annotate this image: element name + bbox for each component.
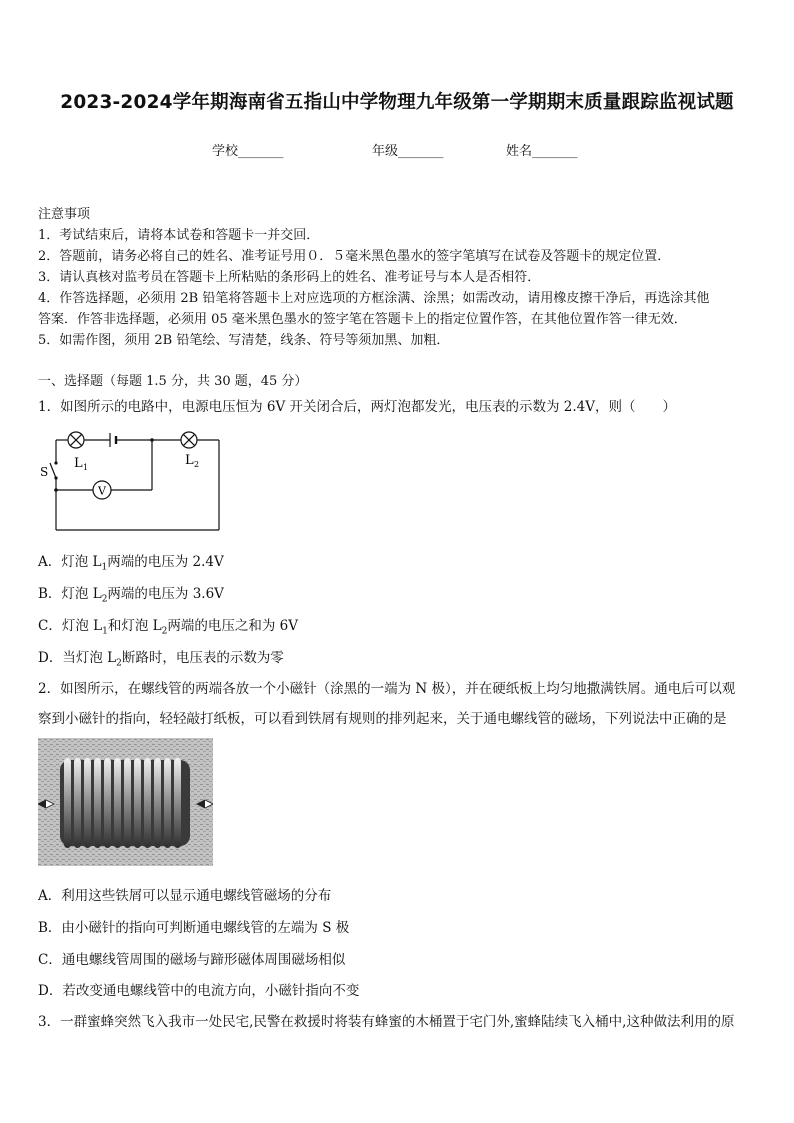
- junction-dot: [54, 488, 58, 492]
- q2-option-d: D．若改变通电螺线管中的电流方向，小磁针指向不变: [38, 983, 360, 999]
- lamp-1-subscript: 1: [83, 463, 89, 472]
- q2-option-a: A．利用这些铁屑可以显示通电螺线管磁场的分布: [38, 888, 332, 904]
- q1-option-b: B．灯泡 $L_2$两端的电压为 3.6V: [38, 586, 224, 605]
- notice-item: 5．如需作图，须用 2B 铅笔绘、写清楚，线条、符号等须加黑、加粗．: [38, 333, 450, 348]
- school-field: 学校_______: [212, 144, 284, 159]
- name-field: 姓名_______: [506, 144, 578, 159]
- switch-pivot: [54, 476, 57, 479]
- question-2-stem-cont: 察到小磁针的指向，轻轻敲打纸板，可以看到铁屑有规则的排列起来，关于通电螺线管的磁场，下列说法中正确的是: [38, 711, 727, 727]
- question-1-stem: 1．如图所示的电路中，电源电压恒为 6V 开关闭合后，两灯泡都发光，电压表的示数为 2.4V，则（ ）: [38, 399, 677, 415]
- notice-item: 答案．作答非选择题，必须用 05 毫米黑色墨水的签字笔在答题卡上的指定位置作答，在其他位置作答一律无效．: [38, 312, 687, 327]
- notice-heading: 注意事项: [38, 207, 91, 222]
- lamp-2-label: L: [185, 453, 194, 468]
- voltmeter-label: V: [98, 484, 106, 498]
- q1-option-a: A．灯泡 $L_1$两端的电压为 2.4V: [38, 554, 224, 573]
- section-heading: 一、选择题（每题 1.5 分，共 30 题，45 分）: [38, 374, 308, 389]
- question-3-stem: 3．一群蜜蜂突然飞入我市一处民宅,民警在救援时将装有蜂蜜的木桶置于宅门外,蜜蜂陆续飞入桶中,这种做法利用的原: [38, 1014, 735, 1030]
- lamp-2-subscript: 2: [194, 460, 200, 469]
- notice-item: 4．作答选择题，必须用 2B 铅笔将答题卡上对应选项的方框涂满、涂黑；如需改动，请用橡皮擦干净后，再选涂其他: [38, 291, 710, 306]
- switch-label: S: [40, 465, 49, 479]
- question-2-stem: 2．如图所示，在螺线管的两端各放一个小磁针（涂黑的一端为 N 极），并在硬纸板上均匀地撒满铁屑。通电后可以观: [38, 681, 736, 697]
- circuit-diagram: [38, 428, 238, 533]
- q1-option-c: C．灯泡 $L_1$和灯泡 $L_2$两端的电压之和为 6V: [38, 618, 298, 637]
- grade-field: 年级_______: [372, 144, 444, 159]
- page-title: 2023-2024学年期海南省五指山中学物理九年级第一学期期末质量跟踪监视试题: [60, 92, 734, 113]
- solenoid-coil: [60, 758, 190, 848]
- q1-option-d: D．当灯泡 $L_2$断路时，电压表的示数为零: [38, 650, 284, 669]
- notice-item: 2．答题前，请务必将自己的姓名、准考证号用０．５毫米黑色墨水的签字笔填写在试卷及答题卡的规定位置．: [38, 249, 671, 264]
- notice-item: 3．请认真核对监考员在答题卡上所粘贴的条形码上的姓名、准考证号与本人是否相符．: [38, 270, 541, 285]
- q2-option-b: B．由小磁针的指向可判断通电螺线管的左端为 S 极: [38, 920, 350, 936]
- lamp-1-label: L: [74, 456, 83, 471]
- switch-contact: [54, 461, 57, 464]
- junction-dot: [150, 438, 154, 442]
- q2-option-c: C．通电螺线管周围的磁场与蹄形磁体周围磁场相似: [38, 952, 346, 968]
- notice-item: 1．考试结束后，请将本试卷和答题卡一并交回．: [38, 228, 320, 243]
- solenoid-photo: [38, 738, 213, 866]
